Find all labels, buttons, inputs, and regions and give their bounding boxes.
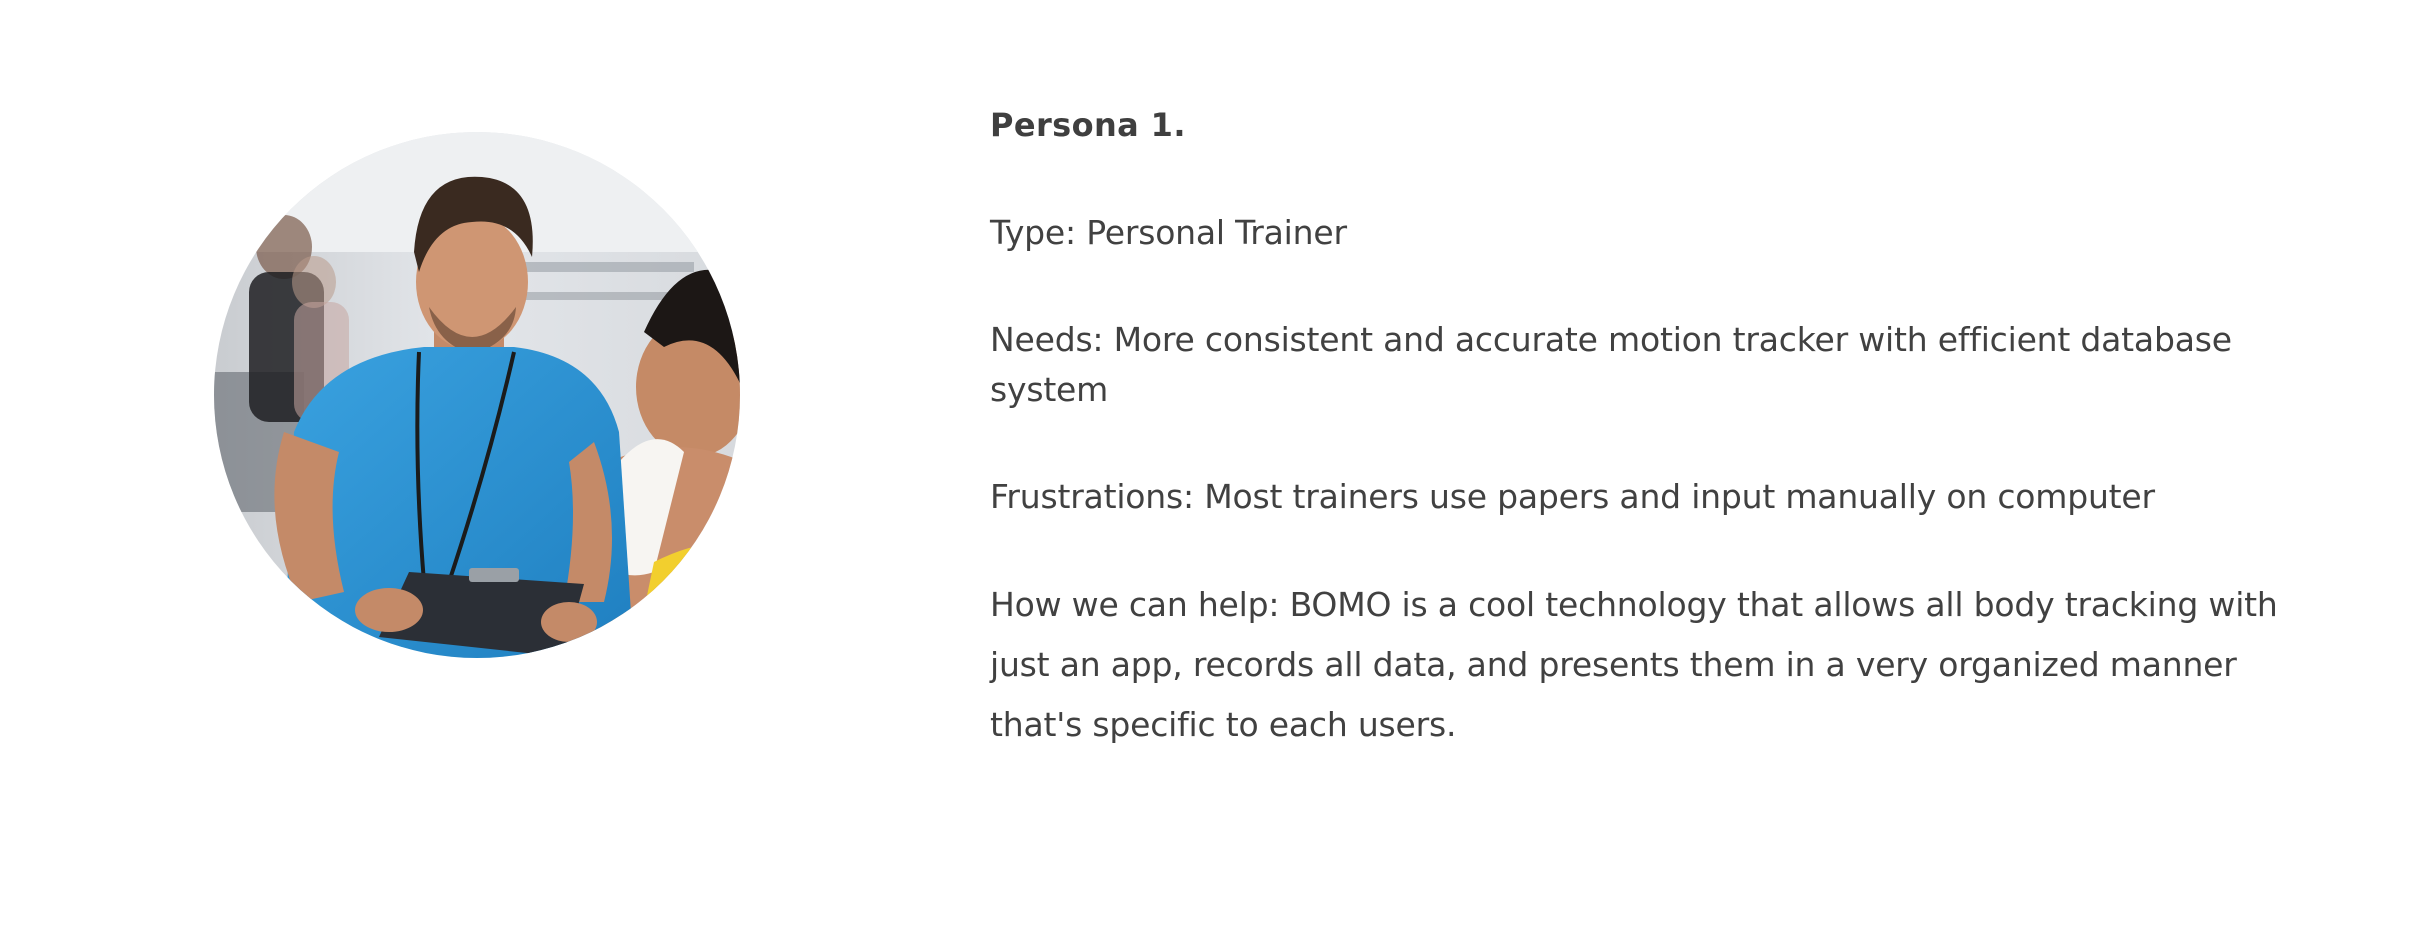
persona-frustrations: Frustrations: Most trainers use papers and input manually on computer bbox=[990, 477, 2155, 516]
persona-type: Type: Personal Trainer bbox=[990, 213, 1347, 252]
persona-title: Persona 1. bbox=[990, 106, 1186, 144]
persona-portrait-image bbox=[214, 132, 740, 658]
persona-details bbox=[990, 100, 2290, 755]
trainer-photo-illustration bbox=[214, 132, 740, 658]
persona-needs: Needs: More consistent and accurate motion tracker with efficient database system bbox=[990, 320, 2232, 409]
persona-how-we-can-help: How we can help: BOMO is a cool technology that allows all body tracking with just an app, records all data, and presents them in a very organized manner that's specific to each users. bbox=[990, 585, 2278, 744]
